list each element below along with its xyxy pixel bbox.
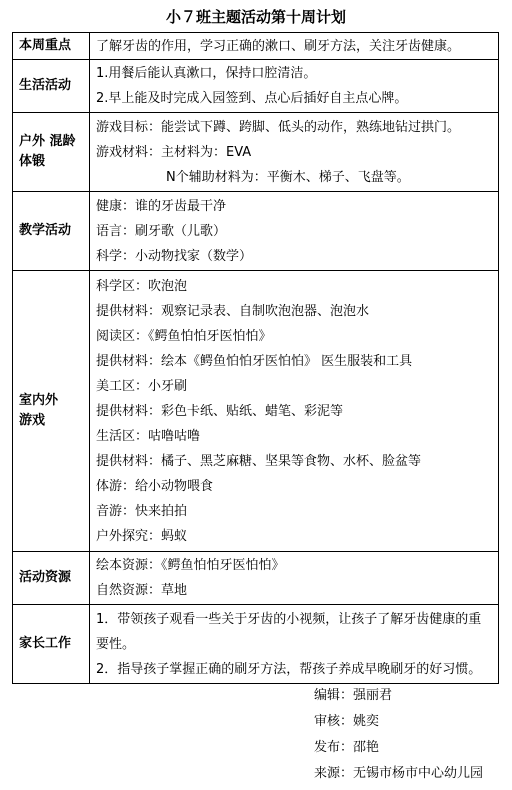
page-title: 小７班主题活动第十周计划 [165,8,346,26]
row-header-outdoor-line1: 户外 混龄 [19,134,76,149]
row-header-outdoor-line2: 体锻 [19,154,46,169]
teaching-line: 健康：谁的牙齿最干净 [96,198,227,214]
table-row [13,552,499,605]
indoor-line: 音游：快来拍拍 [96,503,188,519]
parents-line: 2．指导孩子掌握正确的刷牙方法，帮孩子养成早晚刷牙的好习惯。 [96,661,482,677]
row-header-teaching: 教学活动 [13,192,90,271]
footer-source: 来源：无锡市杨市中心幼儿园 [314,766,484,781]
row-header-indoor-line2: 游戏 [19,413,46,428]
parents-line: 1．带领孩子观看一些关于牙齿的小视频，让孩子了解牙齿健康的重要性。 [96,611,482,652]
focus-line: 了解牙齿的作用，学习正确的漱口、刷牙方法，关注牙齿健康。 [96,38,461,54]
row-content-outdoor [90,113,499,192]
outdoor-line: 游戏材料：主材料为：EVA [96,144,252,160]
table-row [13,33,499,60]
indoor-line: 提供材料：彩色卡纸、贴纸、蜡笔、彩泥等 [96,403,344,419]
row-header-resources: 活动资源 [13,552,90,605]
life-line: 2.早上能及时完成入园签到、点心后插好自主点心牌。 [96,91,408,106]
row-content-life [90,60,499,113]
row-content-focus [90,33,499,60]
footer-reviewer: 审核：姚奕 [314,714,380,729]
indoor-line: 提供材料：观察记录表、自制吹泡泡器、泡泡水 [96,303,370,319]
row-content-resources [90,552,499,605]
teaching-line: 语言：刷牙歌（儿歌） [96,223,227,239]
resources-line: 自然资源：草地 [96,583,188,598]
row-header-parents: 家长工作 [13,605,90,684]
resources-line: 绘本资源：《鳄鱼怕怕牙医怕怕》 [96,558,285,573]
footer-editor: 编辑：强丽君 [314,688,393,703]
row-header-indoor [13,271,90,552]
indoor-line: 提供材料：橘子、黑芝麻糖、坚果等食物、水杯、脸盆等 [96,453,422,469]
indoor-line: 生活区：咕噜咕噜 [96,428,201,444]
row-header-indoor-line1: 室内外 [19,393,59,408]
outdoor-line: N个辅助材料为：平衡木、梯子、飞盘等。 [166,169,410,185]
table-row [13,271,499,552]
life-line: 1.用餐后能认真漱口，保持口腔清洁。 [96,66,317,81]
row-header-focus: 本周重点 [13,33,90,60]
indoor-line: 提供材料：绘本《鳄鱼怕怕牙医怕怕》 医生服装和工具 [96,353,413,369]
weekly-plan-table [12,32,499,684]
row-header-life: 生活活动 [13,60,90,113]
indoor-line: 科学区：吹泡泡 [96,278,188,294]
teaching-line: 科学：小动物找家（数学） [96,248,253,264]
table-row [13,192,499,271]
table-row [13,605,499,684]
indoor-line: 户外探究：蚂蚁 [96,528,188,544]
row-content-indoor [90,271,499,552]
indoor-line: 体游：给小动物喂食 [96,478,214,494]
row-header-outdoor [13,113,90,192]
table-row [13,113,499,192]
outdoor-line: 游戏目标：能尝试下蹲、跨脚、低头的动作，熟练地钻过拱门。 [96,119,461,135]
footer-publisher: 发布：邵艳 [314,740,380,755]
table-row [13,60,499,113]
row-content-parents [90,605,499,684]
row-content-teaching [90,192,499,271]
indoor-line: 阅读区：《鳄鱼怕怕牙医怕怕》 [96,328,272,344]
indoor-line: 美工区：小牙刷 [96,378,188,394]
